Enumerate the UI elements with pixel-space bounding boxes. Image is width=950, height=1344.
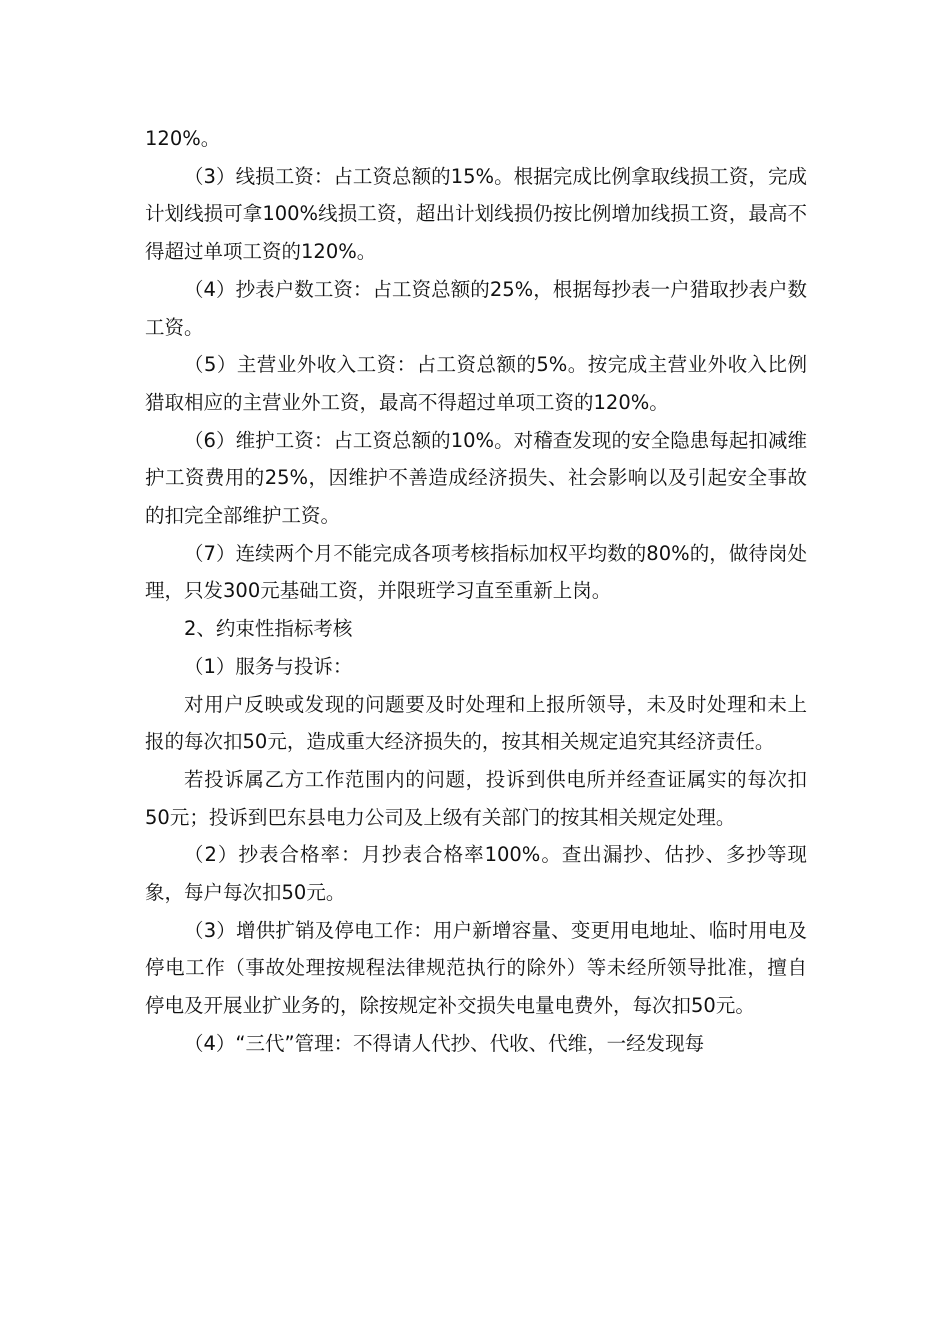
document-body (145, 120, 807, 1063)
paragraph-non-core-income-wage: （5）主营业外收入工资：占工资总额的5%。按完成主营业外收入比例猎取相应的主营业外工资，最高不得超过单项工资的120%。 (145, 353, 807, 414)
paragraph-meter-reading-rate: （2）抄表合格率：月抄表合格率100%。查出漏抄、估抄、多抄等现象，每户每次扣50元。 (145, 843, 807, 905)
subheading-service-complaints: （1）服务与投诉： (184, 654, 353, 678)
paragraph-supply-expansion: （3）增供扩销及停电工作：用户新增容量、变更用电地址、临时用电及停电工作（事故处理按规程法律规范执行的除外）等未经所领导批准，擅自停电及开展业扩业务的，除按规定补交损失电量电费外，每次扣50元。 (145, 918, 807, 1018)
paragraph-three-substitutes: （4）“三代”管理：不得请人代抄、代收、代维，一经发现每 (184, 1031, 705, 1055)
paragraph-line-loss-wage: （3）线损工资：占工资总额的15%。根据完成比例拿取线损工资，完成计划线损可拿100%线损工资，超出计划线损仍按比例增加线损工资，最高不得超过单项工资的120%。 (145, 164, 807, 264)
paragraph-user-issues: 对用户反映或发现的问题要及时处理和上报所领导，未及时处理和未上报的每次扣50元，造成重大经济损失的，按其相关规定追究其经济责任。 (145, 692, 807, 754)
paragraph-continuation: 120%。 (145, 127, 221, 150)
paragraph-maintenance-wage: （6）维护工资：占工资总额的10%。对稽查发现的安全隐患每起扣减维护工资费用的25%，因维护不善造成经济损失、社会影响以及引起安全事故的扣完全部维护工资。 (145, 428, 807, 528)
paragraph-meter-reading-wage: （4）抄表户数工资：占工资总额的25%，根据每抄表一户猎取抄表户数工资。 (145, 277, 807, 339)
paragraph-standby-rule: （7）连续两个月不能完成各项考核指标加权平均数的80%的，做待岗处理，只发300元基础工资，并限班学习直至重新上岗。 (145, 541, 807, 603)
paragraph-complaint-penalty: 若投诉属乙方工作范围内的问题，投诉到供电所并经查证属实的每次扣50元；投诉到巴东县电力公司及上级有关部门的按其相关规定处理。 (145, 767, 807, 829)
section-heading-constraint-indicators: 2、约束性指标考核 (184, 617, 353, 641)
